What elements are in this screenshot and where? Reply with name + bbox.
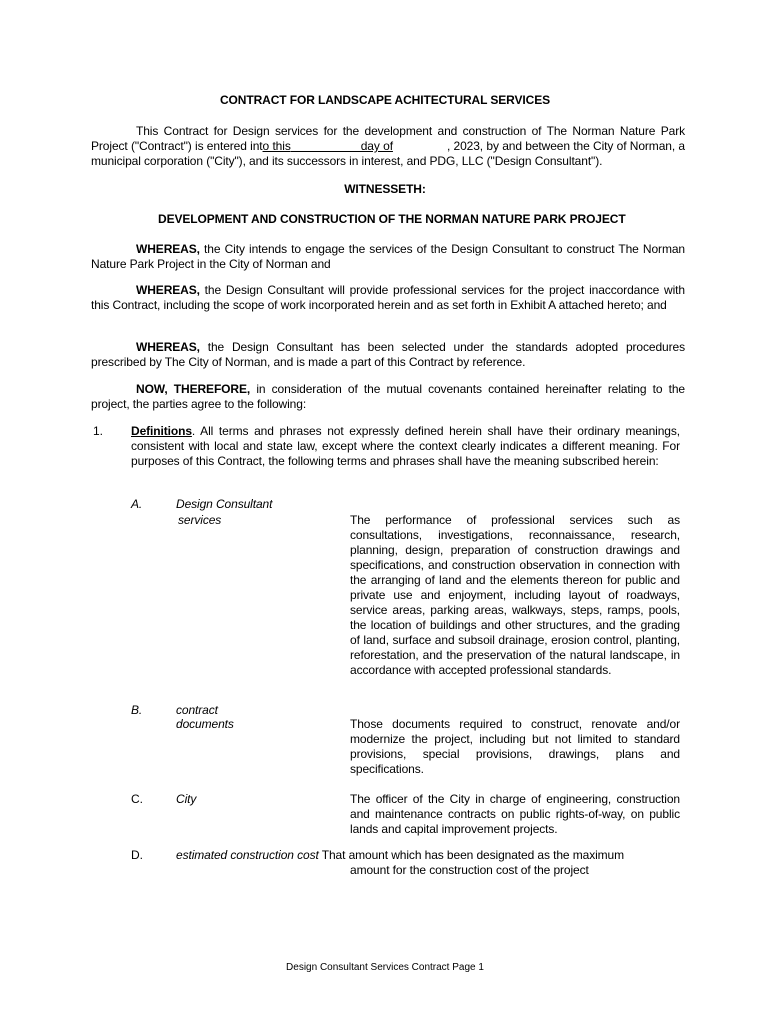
intro-paragraph	[91, 124, 685, 169]
definition-term: Design Consultant	[176, 497, 273, 511]
now-therefore-text: in consideration of the mutual covenants contained hereinafter relating to the project, the parties agree to the following:	[91, 382, 685, 411]
definition-term: City	[176, 792, 197, 806]
witnesseth-heading: WITNESSETH:	[344, 182, 426, 196]
intro-text-1: This Contract for Design services for the development and construction of The Norman Nature Park Project ("Contract") is entered int	[91, 124, 685, 153]
whereas-text: the Design Consultant will provide professional services for the project inaccordance with this Contract, including the scope of work incorporated herein and as set forth in Exhibit A attached hereto; and	[91, 283, 685, 312]
definition-letter: D.	[131, 848, 143, 862]
intro-text-2: , 2023, by and between the City of Norman, a municipal corporation ("City"), and its successors in interest, and PDG, LLC ("Design Consultant").	[91, 139, 685, 168]
now-therefore-lead: NOW, THEREFORE,	[136, 382, 251, 396]
clause-term: Definitions	[131, 424, 192, 438]
blank-day-field[interactable]	[291, 139, 361, 152]
whereas-text: the Design Consultant has been selected under the standards adopted procedures prescribed by The City of Norman, and is made a part of this Contract by reference.	[91, 340, 685, 369]
contract-title: CONTRACT FOR LANDSCAPE ACHITECTURAL SERVICES	[219, 93, 551, 107]
definition-term: contract	[176, 703, 218, 717]
definition-text: The officer of the City in charge of engineering, construction and maintenance contracts on public rights-of-way, on public lands and capital improvement projects.	[350, 792, 680, 836]
whereas-paragraph	[91, 242, 685, 272]
definition-text: The performance of professional services such as consultations, investigations, reconnaissance, research, planning, design, preparation of construction drawings and specifications, and construction observation in connection with the arranging of land and the elements thereon for public and private use and enjoyment, including layout of roadways, service areas, parking areas, walkways, steps, ramps, pools, the location of buildings and other structures, and the grading of land, surface and subsoil drainage, erosion control, planting, reforestation, and the preservation of the natural landscape, in accordance with accepted professional standards.	[350, 513, 680, 677]
definition-text: Those documents required to construct, renovate and/or modernize the project, including but not limited to standard provisions, special provisions, drawings, plans and specifications.	[350, 717, 680, 776]
page-footer: Design Consultant Services Contract Page 1	[286, 962, 484, 973]
now-therefore-paragraph	[91, 382, 685, 412]
clause-text: . All terms and phrases not expressly defined herein shall have their ordinary meanings, consistent with local and state law, except where the context clearly indicates a different meaning. For purposes of this Contract, the following terms and phrases shall have the meaning subscribed herein:	[131, 424, 680, 468]
whereas-paragraph	[91, 340, 685, 370]
definition-text-cont: amount for the construction cost of the project	[350, 863, 589, 877]
whereas-lead: WHEREAS,	[136, 242, 200, 256]
whereas-text: the City intends to engage the services of the Design Consultant to construct The Norman Nature Park Project in the City of Norman and	[91, 242, 685, 271]
section-heading: DEVELOPMENT AND CONSTRUCTION OF THE NORMAN NATURE PARK PROJECT	[158, 212, 626, 226]
whereas-lead: WHEREAS,	[136, 283, 200, 297]
definition-term: estimated construction cost	[176, 848, 319, 862]
clause-number: 1.	[93, 424, 103, 438]
definition-term-cont: services	[178, 513, 222, 527]
definition-letter: A.	[131, 497, 143, 511]
intro-blank-dayof: day of	[360, 139, 393, 153]
definition-letter: B.	[131, 703, 143, 717]
definition-line	[176, 848, 696, 863]
whereas-paragraph	[91, 283, 685, 313]
definition-text: That amount which has been designated as the maximum	[318, 848, 625, 862]
clause-definitions	[131, 424, 680, 469]
definition-letter: C.	[131, 792, 143, 806]
definition-term-cont: documents	[176, 717, 234, 731]
whereas-lead: WHEREAS,	[136, 340, 200, 354]
intro-blank-this: o this	[262, 139, 291, 153]
